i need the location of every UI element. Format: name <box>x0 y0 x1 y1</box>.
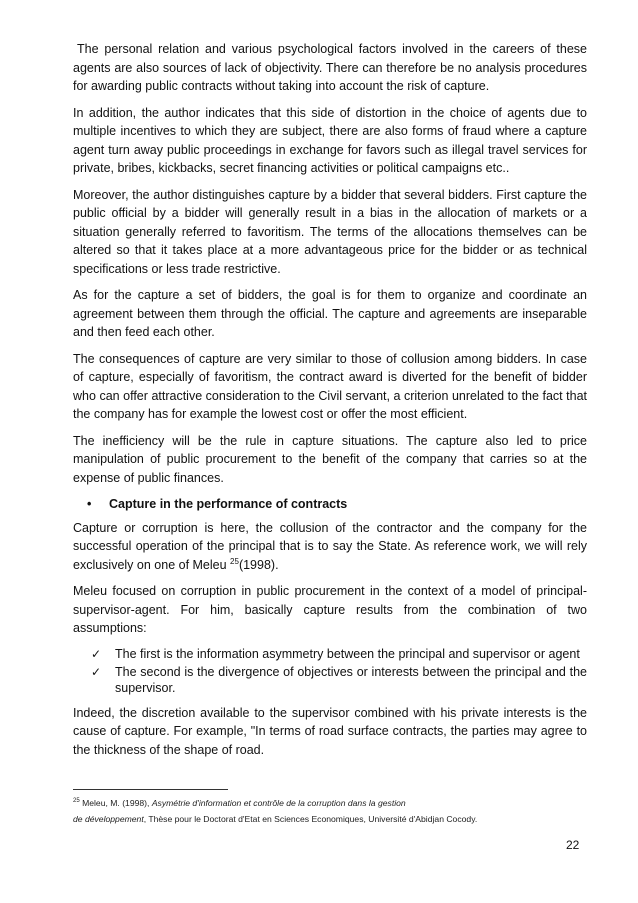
bullet-icon: • <box>87 497 92 511</box>
list-item <box>91 664 587 696</box>
paragraph-5: The consequences of capture are very similar to those of collusion among bidders. In case of capture, especially of favoritism, the contract award is diverted for the benefit of bidder who can offer attractive consideration to the Civil servant, a criterion unrelated to the fact that the company has for example the lowest cost or offer the most efficient. <box>73 351 587 421</box>
assumptions-list <box>91 646 587 696</box>
paragraph-7-year: (1998). <box>238 557 279 572</box>
paragraph-6: The inefficiency will be the rule in capture situations. The capture also led to price manipulation of public procurement to the benefit of the company that carries so at the expense of public finances. <box>73 433 587 485</box>
checkmark-icon: ✓ <box>91 646 102 661</box>
main-text <box>73 40 587 767</box>
footnote-reference[interactable]: 25 <box>230 556 239 566</box>
footnote-title: Asymétrie d'information et contrôle de la corruption dans la gestion <box>151 798 406 808</box>
footnote-author: Meleu, M. (1998), <box>79 798 152 808</box>
footnote-details: , Thèse pour le Doctorat d'Etat en Sciences Economiques, Université d'Abidjan Cocody. <box>143 814 478 824</box>
checkmark-icon: ✓ <box>91 664 102 679</box>
page-number: 22 <box>566 838 580 852</box>
footnote-title-continued: de développement <box>73 814 144 824</box>
list-item-text: The second is the divergence of objectives or interests between the principal and the supervisor. <box>115 664 587 695</box>
paragraph-9: Indeed, the discretion available to the supervisor combined with his private interests is the cause of capture. For example, "In terms of road surface contracts, the parties may agree to the thickness of the shape of road. <box>73 705 587 757</box>
paragraph-3: Moreover, the author distinguishes capture by a bidder that several bidders. First capture the public official by a bidder will generally result in a bias in the allocation of markets or a situation generally referred to favoritism. The terms of the allocations themselves can be altered so that it takes place at a more advantageous price for the bidder or as technical specifications or less trade restrictive. <box>73 187 587 276</box>
paragraph-8: Meleu focused on corruption in public procurement in the context of a model of principal-supervisor-agent. For him, basically capture results from the combination of two assumptions: <box>73 584 587 635</box>
paragraph-7 <box>73 519 587 575</box>
list-item <box>91 646 587 662</box>
footnote-divider <box>73 789 228 790</box>
footnote <box>73 795 593 827</box>
paragraph-7-text: Capture or corruption is here, the collusion of the contractor and the company for the successful operation of the principal that is to say the State. As reference work, we will rely exclusively on one of Meleu <box>73 520 587 572</box>
list-item-text: The first is the information asymmetry between the principal and supervisor or agent <box>115 646 580 661</box>
paragraph-4: As for the capture a set of bidders, the goal is for them to organize and coordinate an agreement between them through the official. The capture and agreements are inseparable and then feed each other. <box>73 288 587 339</box>
footnote-line-2 <box>73 811 593 827</box>
paragraph-2: In addition, the author indicates that this side of distortion in the choice of agents due to multiple incentives to which they are subject, there are also forms of fraud where a capture agent turn away public proceedings in exchange for favors such as illegal travel services for private, bribes, kickbacks, secret financing activities or political campaigns etc.. <box>73 105 587 175</box>
section-heading: Capture in the performance of contracts <box>109 497 348 511</box>
section-heading-bullet <box>87 495 587 514</box>
footnote-line-1 <box>73 795 593 811</box>
footnote-number: 25 <box>73 798 80 804</box>
paragraph-1: The personal relation and various psychological factors involved in the careers of these agents are also sources of lack of objectivity. There can therefore be no analysis procedures for awarding public contracts without taking into account the risk of capture. <box>73 42 587 93</box>
